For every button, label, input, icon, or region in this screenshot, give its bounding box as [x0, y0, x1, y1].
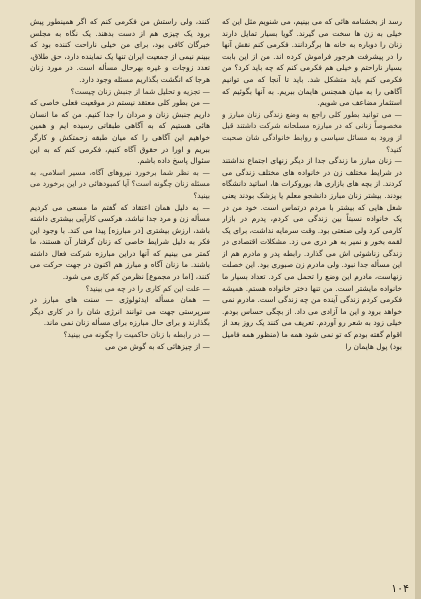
- page-number: ۱۰۴: [391, 582, 409, 595]
- answer: — زنان مبارز ما زندگی جدا از دیگر زنهای اجتماع نداشتند در شرایط مختلف زن در خانواده های مختلف زندگی می کردند. از بچه های بازاری ها، بوروکرات ها، اساتید دانشگاه بودند. بیشتر زنان مبارز دانشجو معلم یا پزشک بودند یعنی شغل هایی که بیشتر با مردم درتماس است. خود من در یک خانواده نسبتاً بین زندگی می کردم، پدرم در بازار کارمی کرد ولی صنعتی بود. وقت سرمایه نداشت، برای یک لقمه بخور و نمیر به هر دری می زد. مشکلات اقتصادی در زندگی زناشوئی اش می گذارد. رابطه پدر و مادرم هم از این مسأله جدا نبود. ولی مادرم زن صبوری بود. این خصلت زنهاست، مادرم این وضع را تحمل می کرد. تعداد بسیار ما خانواده مایشتر است. من تنها دختر خانواده هستم. همیشه فکرمی کردم زندگی آینده من چه زندگی است. مادرم نمی خواهد برود و این ما آزادی می داد. از بچگی حساس بودم. خیلی زود به شعر رو آوردم. تعریف می کنند یک روز بعد از اقوام گفته بودم که تو نمی شود همه ما (منظور همه فامیل بود) پول هایمان را: [222, 156, 402, 351]
- answer: — از چیزهائی که به گوش من می: [105, 341, 210, 351]
- question: — در رابطه با زنان حاکمیت را چگونه می بینید؟: [63, 330, 210, 340]
- question: — علت این کم کاری را در چه می بینید؟: [85, 283, 210, 293]
- paragraph: کنند، ولی راستش من فکرمی کنم که اگر همینطور پیش برود یک چیزی هم از دست بدهند. یک نگاه به مجلس خبرگان کافی بود، برای من خیلی ناراحت کننده بود که ببینم نیمی از جمعیت ایران تنها یک نماینده دارد، حق طلاق، تعدد زوجات و غیره بهرحال مسأله است. در مورد زنان هرجا که انگشت بگذاریم مسئله وجود دارد.: [30, 17, 210, 84]
- text-area: [30, 16, 402, 586]
- right-column: [30, 16, 210, 586]
- answer: — همان مسأله ایدئولوژی — سنت های مبارز در سرپرستی جهت می توانند انرژی شان را در کاری دیگر بگذارند و برای حال مبارزه برای مسأله زنان نمی ماند.: [30, 295, 210, 328]
- answer: — من بطور کلی معتقد نیستم در موقعیت فعلی خاصی که داریم جنبش زنان و مردان را جدا کنیم. من که ما انسان هائی هستیم که به آگاهی طبقاتی رسیده ایم و همین خواهیم این آگاهی را که میان طبقه زحمتکش و کارگر ببریم و اورا در حقوق آگاه کنیم، فکرمی کنم که به این سئوال پاسخ داده باشم.: [30, 98, 210, 166]
- answer: — به دلیل همان اعتقاد که گفتم ما مسعی می کردیم مسأله زن و مرد جدا نباشد، هرکسی کارآیی بیشتری داشته باشد، ارزش بیشتری [در مبارزه] پیدا می کند. با وجود این فکر به دلیل شرایط خاصی که زنان گرفتار آن هستند، ما کمتر می بینیم که آنها دراین مبارزه شرکت فعال داشته باشند. ما زنان آگاه و مبارز هم اکنون در جهت حرکت می کنند، [اما در مجموع] نظرمن کم کاری می شود.: [30, 202, 210, 282]
- left-column: [222, 16, 402, 586]
- question: — می توانید بطور کلی راجع به وضع زندگی زنان مبارز و مخصوصاً زنانی که در مبارزه مسلحانه شرکت داشتند قبل از ورود به مسائل سیاسی و روابط خانوادگی شان صحبت کنید؟: [222, 109, 402, 154]
- paragraph: رسد از بخشنامه هائی که می بینیم، می شنویم مثل این که خیلی به زن ها سخت می گیرند. گویا بسیار تمایل دارند زنان را دوباره به خانه ها برگردانند. فکرمی کنم نقش آنها را در پیشرفت هرجور فراموش کرده اند. من از این بابت بسیار ناراحتم و خیلی هم فکرمی کنم که چه باید کرد؟ من فکرمی کنم باید متشکل شد. باید تا آنجا که می توانیم آگاهی را به میان همجنس هایمان ببریم. به آنها بگوئیم که استثمار مضاعف می شویم.: [222, 17, 402, 108]
- question: — به نظر شما برخورد نیروهای آگاه، مسیر اسلامی، به مسئله زنان چگونه است؟ آیا کمبودهائی در این برخورد می بینید؟: [30, 167, 210, 200]
- question: — تجزیه و تحلیل شما از جنبش زنان چیست؟: [70, 86, 210, 96]
